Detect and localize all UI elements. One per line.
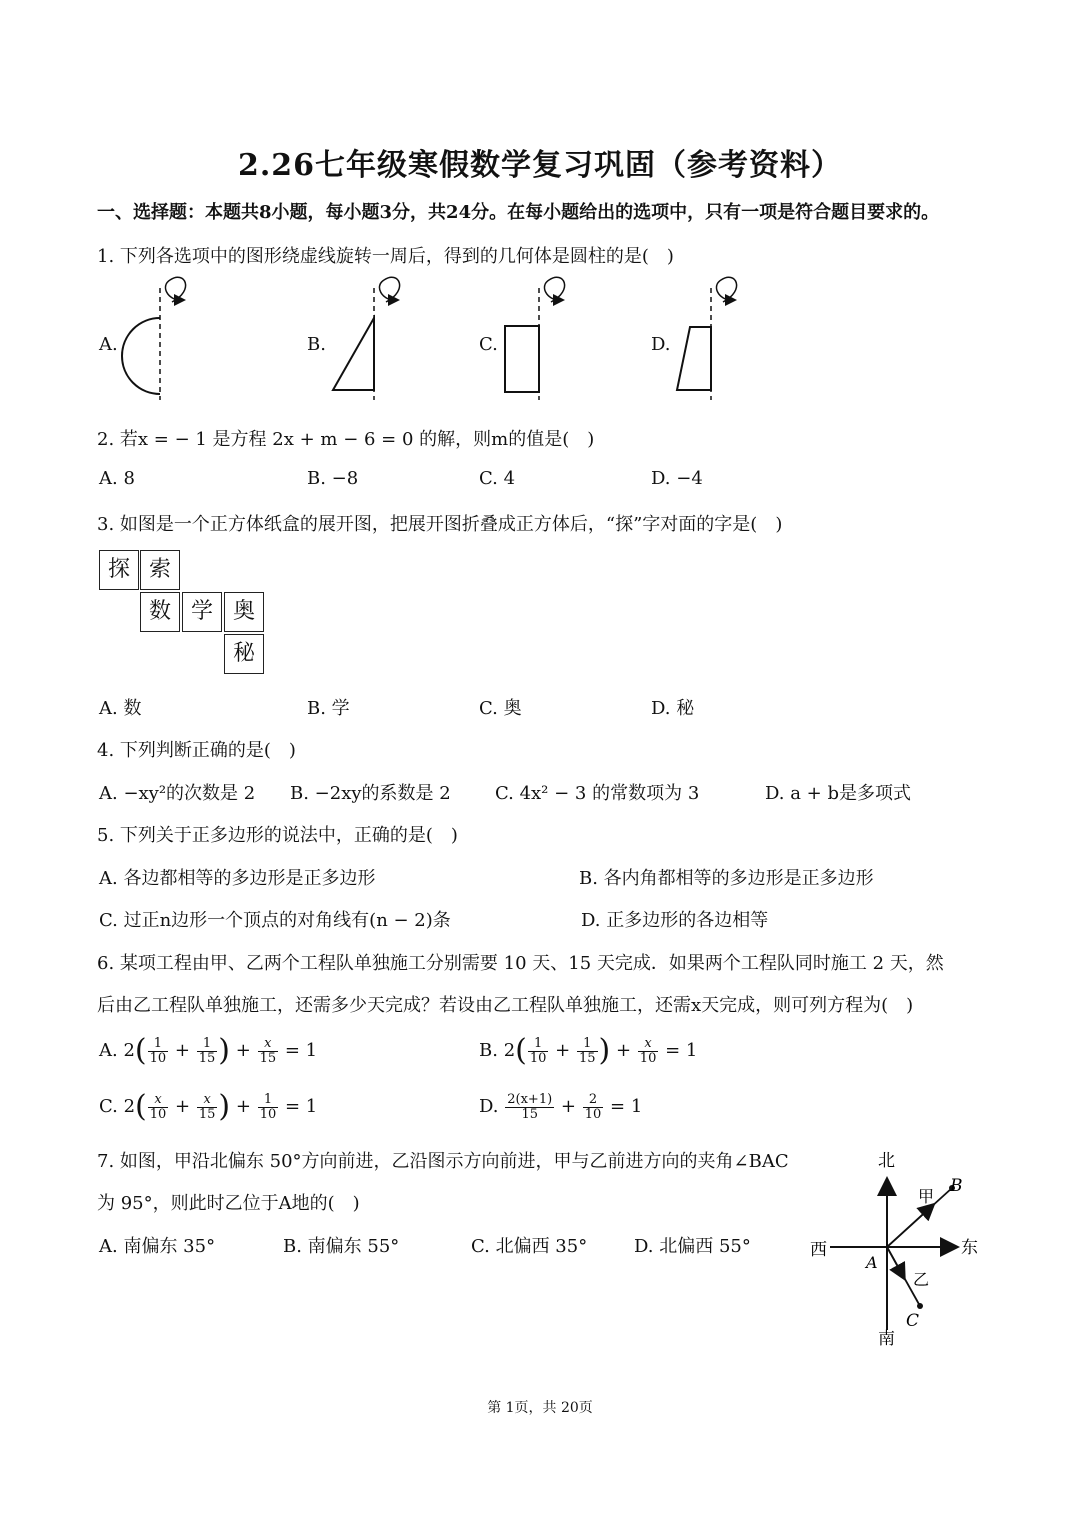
compass-east-label: 东 bbox=[961, 1238, 978, 1258]
cube-net-cell: 索 bbox=[140, 550, 180, 590]
q3-option-c: C. 奥 bbox=[479, 698, 522, 719]
q4-option-c: C. 4x² − 3 的常数项为 3 bbox=[495, 783, 700, 804]
q4-option-a: A. −xy²的次数是 2 bbox=[99, 783, 256, 804]
question-5-stem: 5. 下列关于正多边形的说法中，正确的是( ) bbox=[97, 825, 458, 846]
q4-option-b: B. −2xy的系数是 2 bbox=[290, 783, 451, 804]
q7-option-d: D. 北偏西 55° bbox=[634, 1236, 751, 1257]
q5-option-b: B. 各内角都相等的多边形是正多边形 bbox=[579, 868, 874, 889]
figure-d-trapezoid bbox=[677, 277, 737, 400]
question-1-stem: 1. 下列各选项中的图形绕虚线旋转一周后，得到的几何体是圆柱的是( ) bbox=[97, 246, 674, 267]
cube-net-cell: 学 bbox=[182, 592, 222, 632]
question-7-stem-line2: 为 95°，则此时乙位于A地的( ) bbox=[97, 1193, 360, 1214]
question-7-stem-line1: 7. 如图，甲沿北偏东 50°方向前进，乙沿图示方向前进，甲与乙前进方向的夹角∠BAC bbox=[97, 1151, 789, 1172]
q5-option-c: C. 过正n边形一个顶点的对角线有(n − 2)条 bbox=[99, 910, 451, 931]
q6-c-label: C. bbox=[99, 1096, 118, 1117]
q3-option-d: D. 秘 bbox=[651, 698, 695, 719]
q6-option-b: B. 2( $\frac{1}{10}$ + $\frac{1}{15}$ ) + $\frac{x}{10}$ = 1 bbox=[479, 1033, 698, 1068]
compass-west-label: 西 bbox=[810, 1240, 827, 1260]
q1-label-b: B. bbox=[307, 334, 326, 355]
q5-option-d: D. 正多边形的各边相等 bbox=[581, 910, 769, 931]
question-2-stem: 2. 若x = − 1 是方程 2x + m − 6 = 0 的解，则m的值是( ) bbox=[97, 429, 595, 450]
compass-jia-label: 甲 bbox=[918, 1187, 935, 1206]
compass-north-label: 北 bbox=[878, 1151, 895, 1171]
question-3-stem: 3. 如图是一个正方体纸盒的展开图，把展开图折叠成正方体后，“探”字对面的字是( ) bbox=[97, 514, 783, 535]
q6-a-label: A. bbox=[99, 1040, 118, 1061]
q3-option-b: B. 学 bbox=[307, 698, 350, 719]
q1-label-d: D. bbox=[651, 334, 671, 355]
q6-d-label: D. bbox=[479, 1096, 499, 1117]
q6-option-c: C. 2( $\frac{x}{10}$ + $\frac{x}{15}$ ) + $\frac{1}{10}$ = 1 bbox=[99, 1089, 318, 1124]
q2-option-d: D. −4 bbox=[651, 468, 703, 489]
page-footer: 第 1页，共 20页 bbox=[487, 1400, 593, 1416]
q1-label-c: C. bbox=[479, 334, 498, 355]
question-4-stem: 4. 下列判断正确的是( ) bbox=[97, 740, 296, 761]
section-heading: 一、选择题：本题共8小题，每小题3分，共24分。在每小题给出的选项中，只有一项是符合题目要求的。 bbox=[97, 202, 940, 223]
point-b-label: B bbox=[950, 1176, 963, 1196]
q2-option-c: C. 4 bbox=[479, 468, 516, 489]
figure-b-triangle bbox=[333, 277, 400, 400]
q7-option-b: B. 南偏东 55° bbox=[283, 1236, 400, 1257]
q6-option-a: A. 2( $\frac{1}{10}$ + $\frac{1}{15}$ ) + $\frac{x}{15}$ = 1 bbox=[99, 1033, 318, 1068]
compass-south-label: 南 bbox=[878, 1329, 895, 1349]
figure-c-rectangle bbox=[505, 277, 565, 400]
q5-option-a: A. 各边都相等的多边形是正多边形 bbox=[99, 868, 376, 889]
point-c-label: C bbox=[906, 1311, 920, 1331]
cube-net-cell: 探 bbox=[99, 550, 139, 590]
compass-yi-label: 乙 bbox=[913, 1270, 930, 1289]
question-6-stem-line2: 后由乙工程队单独施工，还需多少天完成？若设由乙工程队单独施工，还需x天完成，则可列方程为( ) bbox=[97, 995, 914, 1016]
cube-net-cell: 数 bbox=[140, 592, 180, 632]
question-1-figures bbox=[0, 270, 1080, 410]
q1-label-a: A. bbox=[99, 334, 118, 355]
q6-option-d: D. $\frac{2(x+1)}{15}$ + $\frac{2}{10}$ = 1 bbox=[479, 1091, 643, 1122]
point-a-label: A bbox=[866, 1253, 878, 1272]
cube-net-cell: 秘 bbox=[224, 634, 264, 674]
q2-option-b: B. −8 bbox=[307, 468, 359, 489]
q4-option-d: D. a + b是多项式 bbox=[765, 783, 912, 804]
compass-figure bbox=[800, 1140, 990, 1350]
question-6-stem-line1: 6. 某项工程由甲、乙两个工程队单独施工分别需要 10 天、15 天完成．如果两个工程队同时施工 2 天，然 bbox=[97, 953, 944, 974]
q6-b-label: B. bbox=[479, 1040, 498, 1061]
cube-net-cell: 奥 bbox=[224, 592, 264, 632]
figure-a-semicircle bbox=[122, 277, 186, 400]
q2-option-a: A. 8 bbox=[99, 468, 135, 489]
page-title: 2.26七年级寒假数学复习巩固（参考资料） bbox=[237, 148, 843, 183]
q7-option-a: A. 南偏东 35° bbox=[99, 1236, 216, 1257]
q7-option-c: C. 北偏西 35° bbox=[471, 1236, 588, 1257]
q3-option-a: A. 数 bbox=[99, 698, 142, 719]
